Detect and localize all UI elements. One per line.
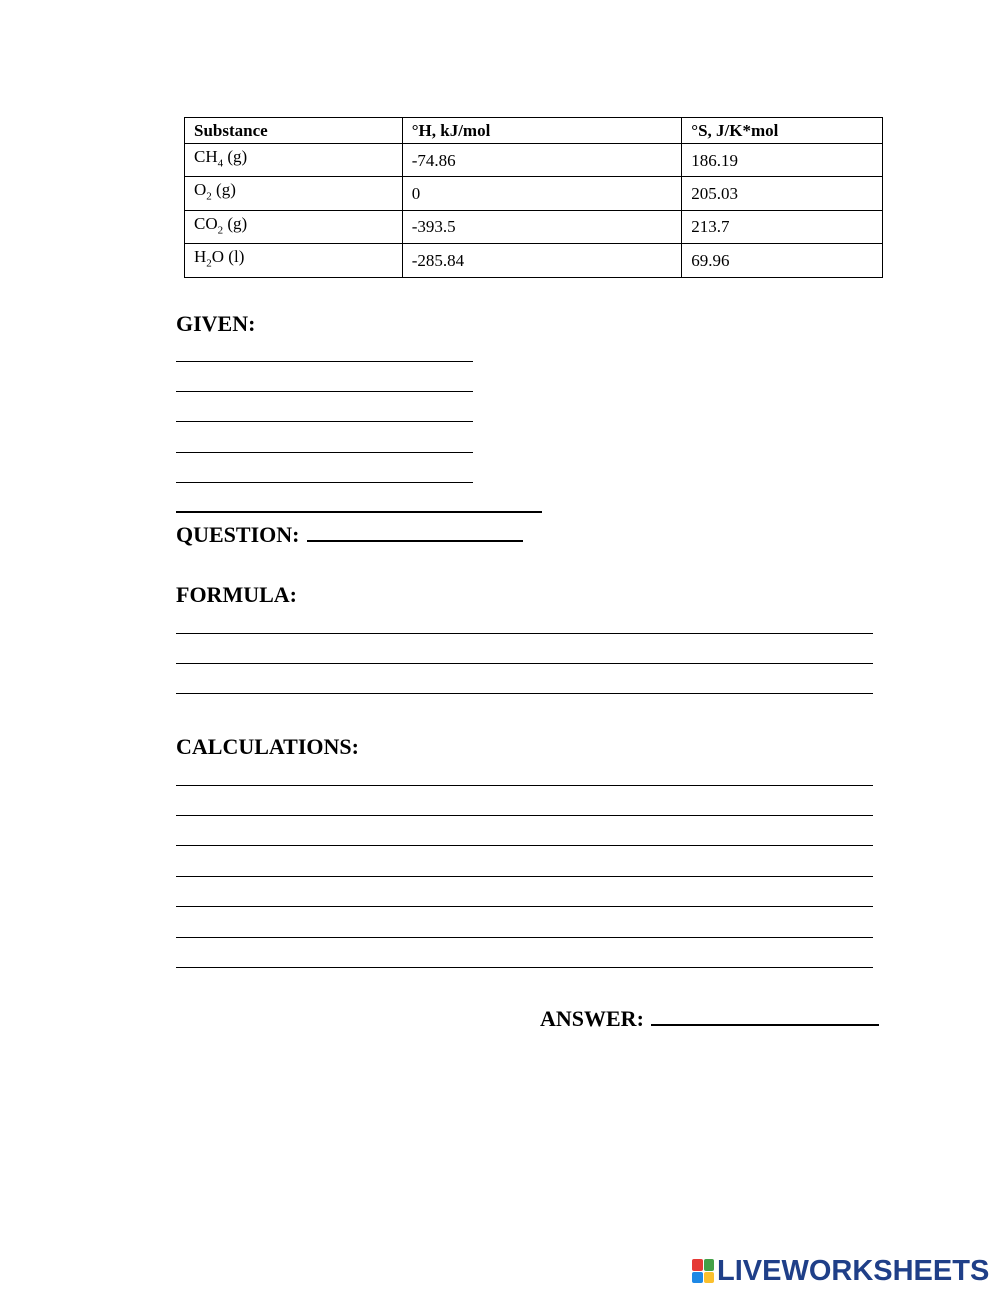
answer-blank[interactable] (651, 1006, 879, 1026)
calc-blank-2[interactable] (176, 815, 873, 816)
calc-blank-6[interactable] (176, 937, 873, 938)
substance-cell: $CH_4$ (g) (185, 144, 403, 177)
table-row (185, 144, 883, 177)
thermo-data-table (184, 117, 883, 278)
calc-blank-3[interactable] (176, 845, 873, 846)
question-label: QUESTION: (176, 522, 300, 547)
entropy-cell: 186.19 (682, 144, 883, 177)
formula-blank-1[interactable] (176, 633, 873, 634)
entropy-cell: 205.03 (682, 177, 883, 210)
liveworksheets-logo (692, 1256, 989, 1286)
answer-label: ANSWER: (540, 1006, 644, 1031)
given-blank-5[interactable] (176, 482, 473, 483)
entropy-cell: 69.96 (682, 244, 883, 277)
given-heading: GIVEN: (176, 311, 256, 336)
substance-cell: $O_2$ (g) (185, 177, 403, 210)
enthalpy-cell: 0 (402, 177, 682, 210)
enthalpy-cell: -74.86 (402, 144, 682, 177)
enthalpy-cell: -393.5 (402, 210, 682, 243)
table-header-row (185, 118, 883, 144)
table-row (185, 210, 883, 243)
question-line (176, 522, 523, 548)
given-blank-3[interactable] (176, 421, 473, 422)
substance-cell: $CO_2$ (g) (185, 210, 403, 243)
given-blank-1[interactable] (176, 361, 473, 362)
calc-blank-7[interactable] (176, 967, 873, 968)
formula-blank-3[interactable] (176, 693, 873, 694)
header-entropy: °S, J/K*mol (682, 118, 883, 144)
calc-blank-1[interactable] (176, 785, 873, 786)
given-blank-6[interactable] (176, 511, 542, 513)
enthalpy-cell: -285.84 (402, 244, 682, 277)
logo-icon (692, 1259, 714, 1283)
answer-line (540, 1006, 879, 1032)
given-blank-4[interactable] (176, 452, 473, 453)
calculations-heading: CALCULATIONS: (176, 734, 359, 759)
header-substance: Substance (185, 118, 403, 144)
calc-blank-4[interactable] (176, 876, 873, 877)
calc-blank-5[interactable] (176, 906, 873, 907)
table-row (185, 177, 883, 210)
given-blank-2[interactable] (176, 391, 473, 392)
formula-heading: FORMULA: (176, 582, 297, 607)
question-blank[interactable] (307, 522, 523, 542)
substance-cell: $H_2O$ (l) (185, 244, 403, 277)
logo-text: LIVEWORKSHEETS (717, 1254, 990, 1287)
table-row (185, 244, 883, 277)
header-enthalpy: °H, kJ/mol (402, 118, 682, 144)
entropy-cell: 213.7 (682, 210, 883, 243)
formula-blank-2[interactable] (176, 663, 873, 664)
